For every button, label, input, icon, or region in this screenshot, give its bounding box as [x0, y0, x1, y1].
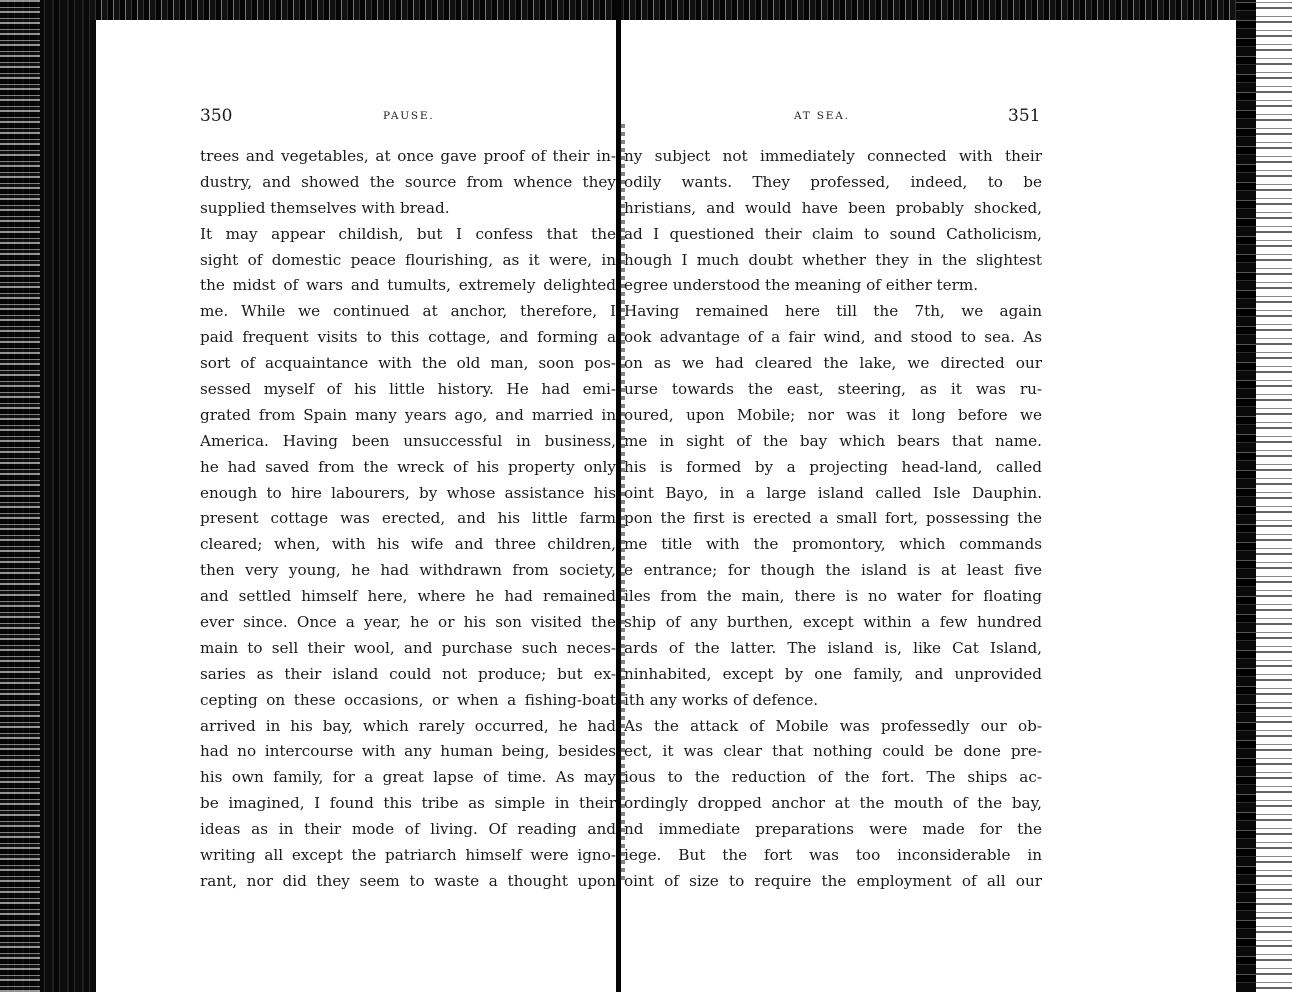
- left-page-line: he had saved from the wreck of his property only: [200, 457, 616, 476]
- right-page-line: iles from the main, there is no water for floating: [624, 587, 1042, 606]
- right-page-header: [624, 104, 1042, 134]
- left-page-line: ever since. Once a year, he or his son visited the: [200, 613, 616, 632]
- right-page-number: 351: [1008, 106, 1041, 126]
- left-page-line: main to sell their wool, and purchase such neces-: [200, 638, 616, 657]
- left-page-line: then very young, he had withdrawn from society,: [200, 561, 616, 580]
- left-page-line: his own family, for a great lapse of time. As may: [200, 768, 616, 787]
- right-page-line: oint of size to require the employment of all our: [624, 871, 1042, 890]
- right-page-line: oured, upon Mobile; nor was it long before we: [624, 405, 1042, 424]
- left-page-line: grated from Spain many years ago, and married in: [200, 405, 616, 424]
- left-page-text: [200, 144, 616, 895]
- right-page-line: ith any works of defence.: [624, 690, 819, 709]
- right-page-line: ship of any burthen, except within a few hundred: [624, 613, 1042, 632]
- right-page-line: odily wants. They professed, indeed, to be: [624, 172, 1042, 191]
- left-page-line: rant, nor did they seem to waste a thought upon: [200, 871, 616, 890]
- left-running-head: PAUSE.: [383, 110, 435, 122]
- left-page-line: writing all except the patriarch himself were igno-: [200, 846, 616, 865]
- left-page-line: ideas as in their mode of living. Of reading and: [200, 820, 616, 839]
- left-page-line: present cottage was erected, and his little farm: [200, 509, 616, 528]
- left-page-header: [200, 104, 616, 134]
- right-scan-noise: [1256, 0, 1292, 992]
- left-page-line: arrived in his bay, which rarely occurred, he had: [200, 716, 616, 735]
- right-page: [624, 104, 1042, 890]
- right-page-line: ect, it was clear that nothing could be done pre-: [624, 742, 1042, 761]
- right-page-line: nd immediate preparations were made for the: [624, 820, 1042, 839]
- right-page-line: his is formed by a projecting head-land, called: [624, 457, 1042, 476]
- left-page-line: It may appear childish, but I confess that the: [200, 224, 616, 243]
- left-page-line: supplied themselves with bread.: [200, 198, 450, 217]
- left-page-line: America. Having been unsuccessful in business,: [200, 431, 616, 450]
- right-page-line: hough I much doubt whether they in the slightest: [624, 250, 1042, 269]
- right-page-line: pon the first is erected a small fort, possessing the: [624, 509, 1042, 528]
- left-page-line: sessed myself of his little history. He had emi-: [200, 380, 616, 399]
- left-scan-noise: [0, 0, 40, 992]
- left-page-line: the midst of wars and tumults, extremely delighted: [200, 276, 616, 295]
- left-page-line: paid frequent visits to this cottage, and forming a: [200, 328, 616, 347]
- right-page-line: ordingly dropped anchor at the mouth of the bay,: [624, 794, 1042, 813]
- right-page-text: [624, 144, 1042, 895]
- right-page-line: on as we had cleared the lake, we directed our: [624, 354, 1042, 373]
- left-page-line: cepting on these occasions, or when a fishing-boat: [200, 690, 616, 709]
- right-page-line: ninhabited, except by one family, and unprovided: [624, 664, 1042, 683]
- right-page-line: ious to the reduction of the fort. The ships ac-: [624, 768, 1042, 787]
- right-page-line: oint Bayo, in a large island called Isle Dauphin.: [624, 483, 1042, 502]
- right-page-line: ards of the latter. The island is, like Cat Island,: [624, 638, 1042, 657]
- left-page: [200, 104, 616, 890]
- left-page-line: saries as their island could not produce; but ex-: [200, 664, 616, 683]
- left-page-line: had no intercourse with any human being, besides: [200, 742, 616, 761]
- left-page-line: enough to hire labourers, by whose assistance his: [200, 483, 616, 502]
- right-page-line: me in sight of the bay which bears that name.: [624, 431, 1042, 450]
- top-scan-edge: [90, 0, 1240, 20]
- right-binding-edge: [1236, 0, 1256, 992]
- right-page-line: As the attack of Mobile was professedly our ob-: [624, 716, 1042, 735]
- left-page-line: be imagined, I found this tribe as simple in their: [200, 794, 616, 813]
- right-running-head: AT SEA.: [794, 110, 850, 122]
- right-page-line: ad I questioned their claim to sound Catholicism,: [624, 224, 1042, 243]
- left-page-line: dustry, and showed the source from whence they: [200, 172, 616, 191]
- left-page-number: 350: [200, 106, 233, 126]
- right-page-line: egree understood the meaning of either term.: [624, 276, 979, 295]
- left-page-line: sort of acquaintance with the old man, soon pos-: [200, 354, 616, 373]
- left-page-line: me. While we continued at anchor, therefore, I: [200, 302, 616, 321]
- right-page-line: urse towards the east, steering, as it was ru-: [624, 380, 1042, 399]
- right-page-line: hristians, and would have been probably shocked,: [624, 198, 1042, 217]
- left-page-line: and settled himself here, where he had remained: [200, 587, 616, 606]
- left-page-line: cleared; when, with his wife and three children,: [200, 535, 616, 554]
- right-page-line: e entrance; for though the island is at least five: [624, 561, 1042, 580]
- right-page-line: iege. But the fort was too inconsiderable in: [624, 846, 1042, 865]
- right-page-line: me title with the promontory, which commands: [624, 535, 1042, 554]
- right-page-line: ny subject not immediately connected with their: [624, 147, 1042, 165]
- left-page-line: trees and vegetables, at once gave proof of their in-: [200, 147, 616, 165]
- right-page-line: ook advantage of a fair wind, and stood to sea. As: [624, 328, 1042, 347]
- left-page-line: sight of domestic peace flourishing, as it were, in: [200, 250, 616, 269]
- right-page-line: Having remained here till the 7th, we again: [624, 302, 1042, 321]
